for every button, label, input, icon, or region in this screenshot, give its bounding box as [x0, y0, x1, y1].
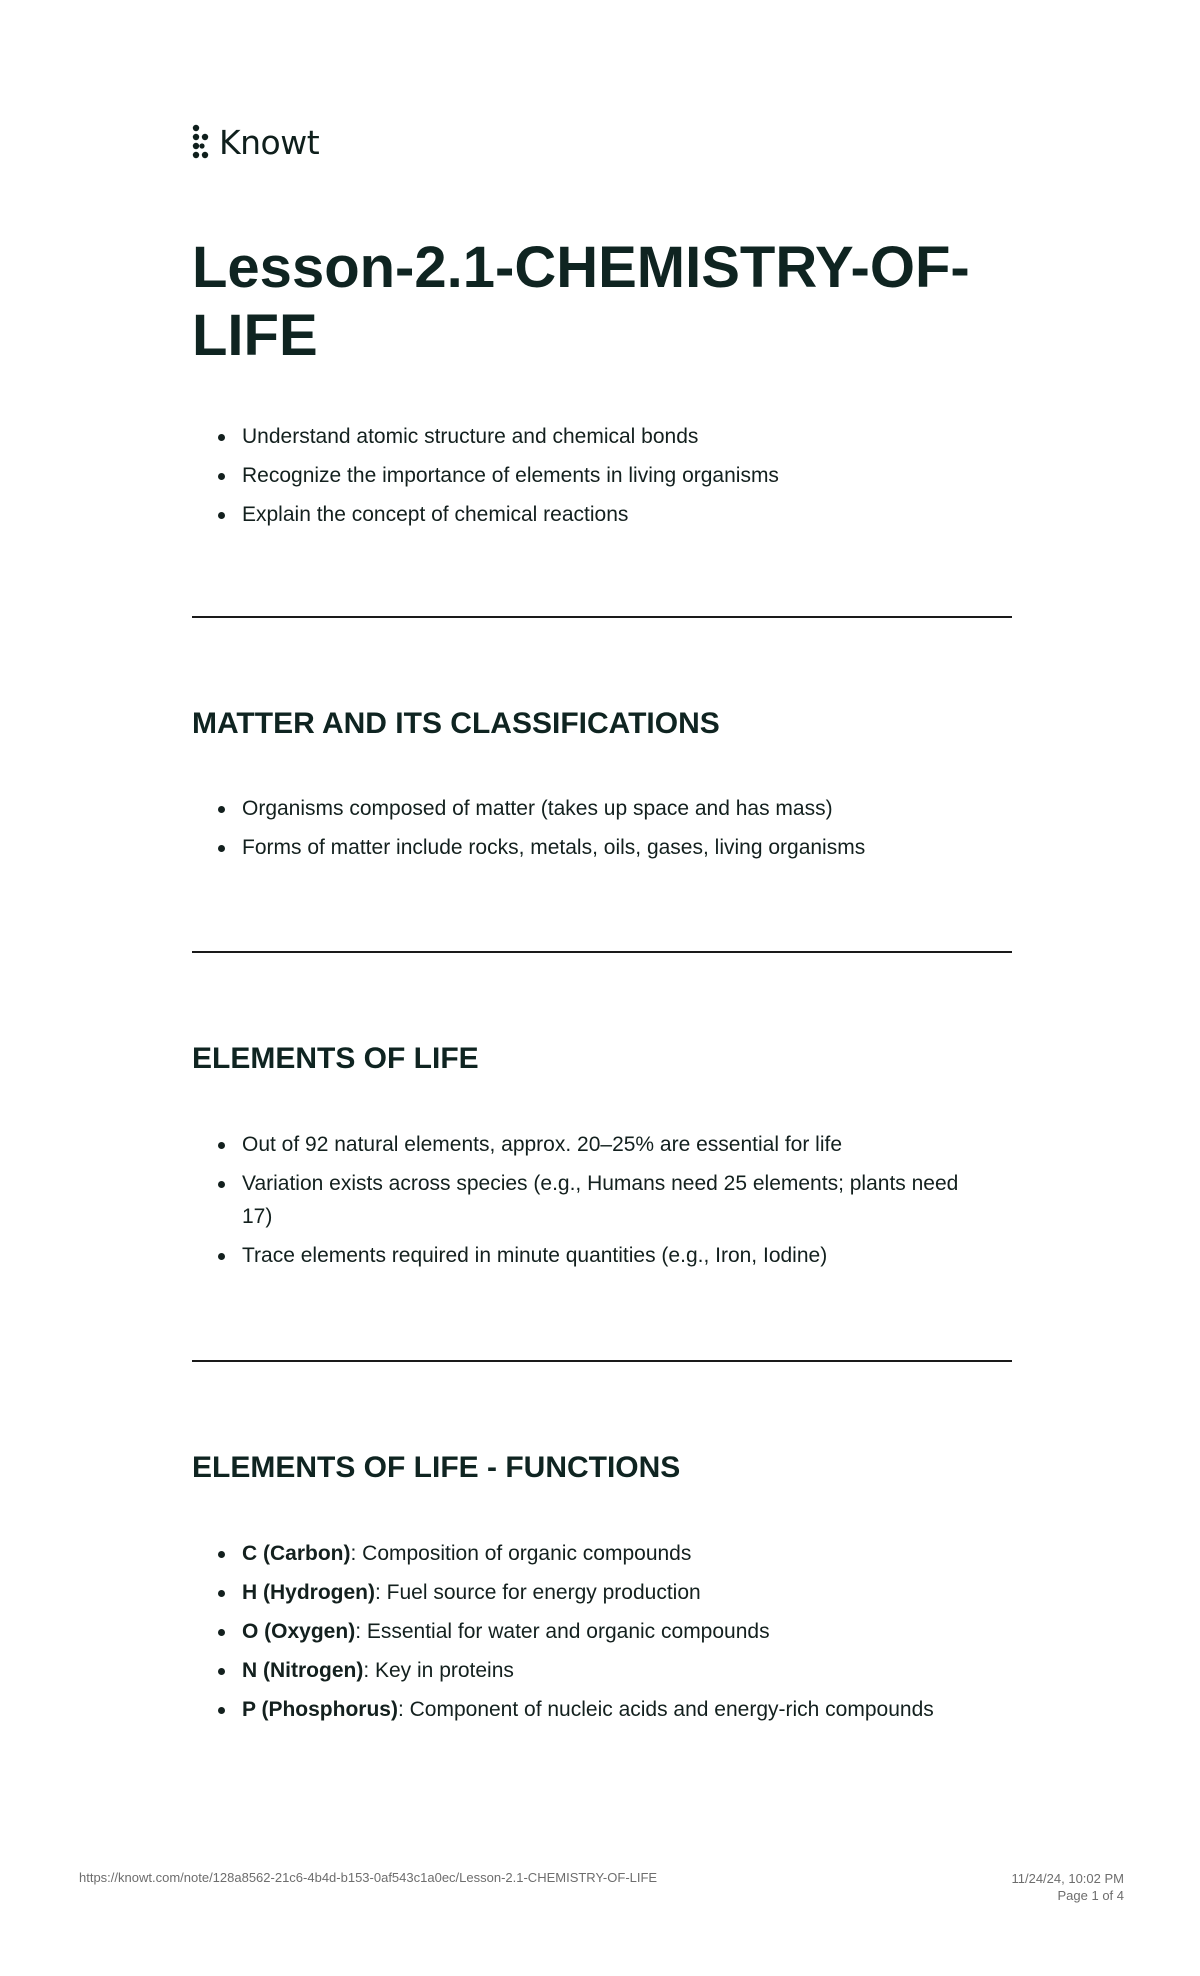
list-item: Explain the concept of chemical reactions: [242, 498, 982, 531]
list-item: Trace elements required in minute quantities (e.g., Iron, Iodine): [242, 1239, 982, 1272]
footer-meta: [1011, 1870, 1124, 1904]
element-term: C (Carbon): [242, 1542, 351, 1565]
list-item: [242, 1615, 982, 1648]
page-title: Lesson-2.1-CHEMISTRY-OF-LIFE: [192, 235, 970, 368]
knowt-logo[interactable]: [192, 122, 319, 162]
list-item: [242, 1654, 982, 1687]
objectives-list: [192, 420, 982, 537]
knowt-logo-text: Knowt: [219, 122, 320, 162]
elements-list: [192, 1128, 982, 1278]
element-term: P (Phosphorus): [242, 1698, 398, 1721]
section-divider: [192, 1360, 1012, 1362]
list-item: Understand atomic structure and chemical bonds: [242, 420, 982, 453]
list-item: Variation exists across species (e.g., Humans need 25 elements; plants need 17): [242, 1167, 982, 1233]
element-term: H (Hydrogen): [242, 1581, 375, 1604]
footer-page-number: Page 1 of 4: [1057, 1888, 1124, 1903]
list-item: Recognize the importance of elements in living organisms: [242, 459, 982, 492]
list-item: Out of 92 natural elements, approx. 20–25% are essential for life: [242, 1128, 982, 1161]
element-description: : Composition of organic compounds: [350, 1542, 692, 1565]
section-heading-matter: MATTER AND ITS CLASSIFICATIONS: [192, 707, 720, 740]
element-description: : Fuel source for energy production: [375, 1581, 701, 1604]
section-heading-functions: ELEMENTS OF LIFE - FUNCTIONS: [192, 1451, 681, 1484]
element-term: O (Oxygen): [242, 1620, 356, 1643]
element-description: : Key in proteins: [363, 1659, 514, 1682]
footer-url[interactable]: https://knowt.com/note/128a8562-21c6-4b4d-b153-0af543c1a0ec/Lesson-2.1-CHEMISTRY-OF-LIFE: [79, 1870, 658, 1885]
list-item: Organisms composed of matter (takes up space and has mass): [242, 792, 982, 825]
section-divider: [192, 616, 1012, 618]
matter-list: [192, 792, 982, 870]
element-description: : Essential for water and organic compounds: [355, 1620, 770, 1643]
list-item: [242, 1576, 982, 1609]
element-term: N (Nitrogen): [242, 1659, 364, 1682]
list-item: [242, 1693, 982, 1726]
section-divider: [192, 951, 1012, 953]
list-item: Forms of matter include rocks, metals, oils, gases, living organisms: [242, 831, 982, 864]
knowt-logo-icon: [192, 124, 212, 160]
functions-list: [192, 1537, 982, 1732]
footer-datetime: 11/24/24, 10:02 PM: [1011, 1871, 1124, 1886]
element-description: : Component of nucleic acids and energy-rich compounds: [397, 1698, 934, 1721]
section-heading-elements: ELEMENTS OF LIFE: [192, 1042, 479, 1075]
list-item: [242, 1537, 982, 1570]
